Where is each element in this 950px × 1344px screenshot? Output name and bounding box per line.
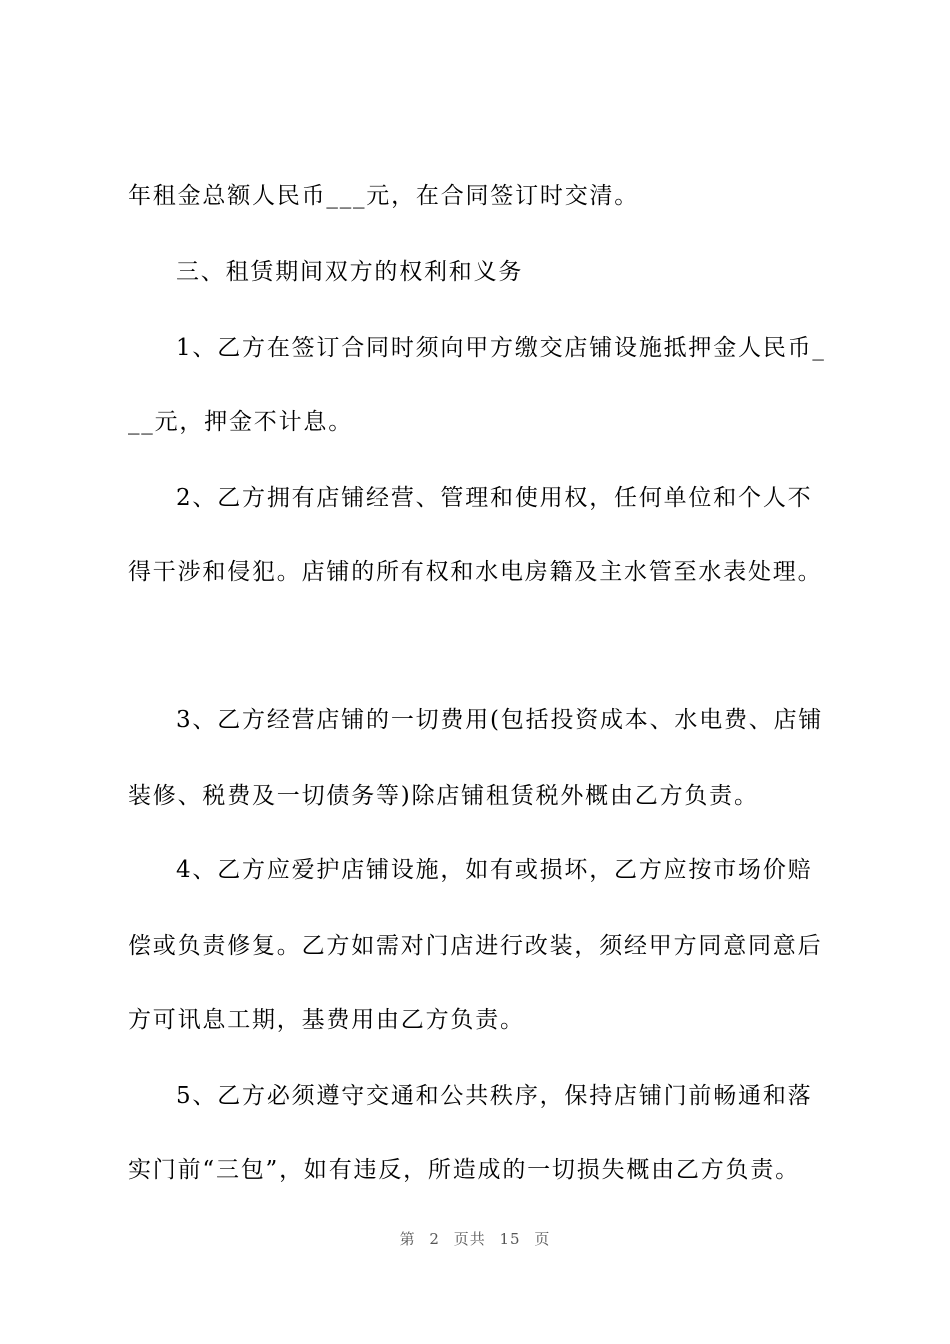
- text-line: 偿或负责修复。乙方如需对门店进行改装，须经甲方同意同意后: [128, 933, 823, 959]
- text-line: 实门前“三包”，如有违反，所造成的一切损失概由乙方负责。: [128, 1157, 800, 1183]
- text-line: 2、乙方拥有店铺经营、管理和使用权，任何单位和个人不: [176, 485, 813, 511]
- text-line: 3、乙方经营店铺的一切费用(包括投资成本、水电费、店铺: [176, 707, 824, 733]
- text-line: 5、乙方必须遵守交通和公共秩序，保持店铺门前畅通和落: [176, 1083, 813, 1109]
- section-heading: 三、租赁期间双方的权利和义务: [176, 259, 524, 285]
- text-line: 4、乙方应爱护店铺设施，如有或损坏，乙方应按市场价赔: [176, 857, 813, 883]
- text-line: 方可讯息工期，基费用由乙方负责。: [128, 1007, 525, 1033]
- text-line: 装修、税费及一切债务等)除店铺租赁税外概由乙方负责。: [128, 783, 759, 809]
- page-number: 第 2 页共 15 页: [399, 1230, 551, 1248]
- text-line: 得干涉和侵犯。店铺的所有权和水电房籍及主水管至水表处理。: [128, 559, 823, 585]
- text-line: __元，押金不计息。: [128, 409, 353, 435]
- text-line: 1、乙方在签订合同时须向甲方缴交店铺设施抵押金人民币_: [176, 335, 826, 361]
- text-line: 年租金总额人民币___元，在合同签订时交清。: [128, 183, 640, 209]
